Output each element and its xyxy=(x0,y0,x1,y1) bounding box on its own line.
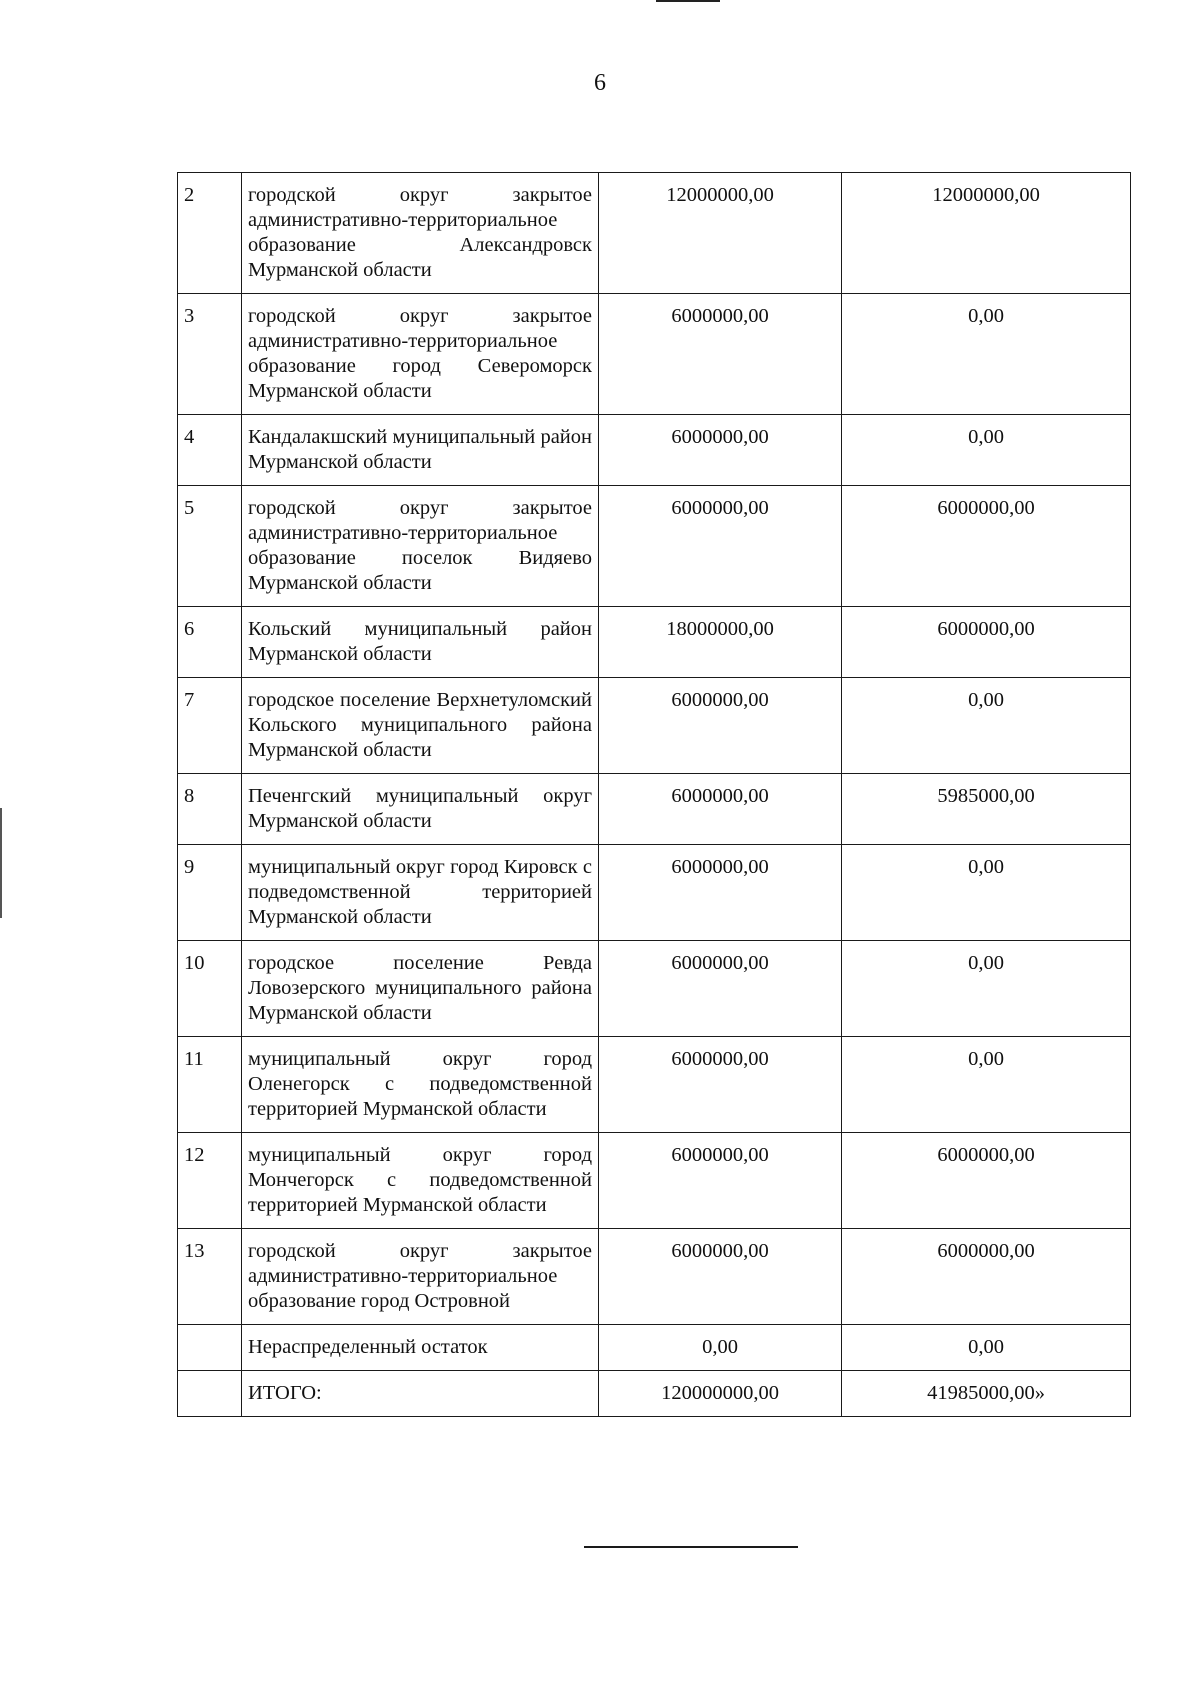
planned-amount: 12000000,00 xyxy=(599,173,842,294)
allocation-table xyxy=(177,172,1131,1417)
planned-amount: 18000000,00 xyxy=(599,607,842,678)
top-edge-rule xyxy=(656,0,720,2)
actual-amount: 0,00 xyxy=(842,678,1131,774)
total-actual-amount: 41985000,00» xyxy=(842,1371,1131,1417)
table-row xyxy=(178,173,1131,294)
table-row xyxy=(178,1229,1131,1325)
planned-amount: 6000000,00 xyxy=(599,486,842,607)
planned-amount: 6000000,00 xyxy=(599,678,842,774)
table-row xyxy=(178,774,1131,845)
row-number: 8 xyxy=(178,774,242,845)
row-number: 3 xyxy=(178,294,242,415)
municipality-name: городской округ закрытое административно-территориальное образование город Североморск Мурманской области xyxy=(242,294,599,415)
table-row xyxy=(178,941,1131,1037)
row-number: 11 xyxy=(178,1037,242,1133)
planned-amount: 6000000,00 xyxy=(599,1229,842,1325)
actual-amount: 6000000,00 xyxy=(842,486,1131,607)
remainder-planned-amount: 0,00 xyxy=(599,1325,842,1371)
municipality-name: городское поселение Ревда Ловозерского муниципального района Мурманской области xyxy=(242,941,599,1037)
actual-amount: 12000000,00 xyxy=(842,173,1131,294)
table-row xyxy=(178,1037,1131,1133)
municipality-name: городской округ закрытое административно-территориальное образование город Островной xyxy=(242,1229,599,1325)
actual-amount: 6000000,00 xyxy=(842,1229,1131,1325)
row-number-cell xyxy=(178,1325,242,1371)
remainder-actual-amount: 0,00 xyxy=(842,1325,1131,1371)
planned-amount: 6000000,00 xyxy=(599,294,842,415)
table-row xyxy=(178,678,1131,774)
table-row-total xyxy=(178,1371,1131,1417)
municipality-name: Кандалакшский муниципальный район Мурманской области xyxy=(242,415,599,486)
row-number: 9 xyxy=(178,845,242,941)
row-number: 7 xyxy=(178,678,242,774)
table-row xyxy=(178,1133,1131,1229)
actual-amount: 0,00 xyxy=(842,941,1131,1037)
actual-amount: 0,00 xyxy=(842,415,1131,486)
table-row xyxy=(178,415,1131,486)
municipality-name: городской округ закрытое административно-территориальное образование поселок Видяево Мурманской области xyxy=(242,486,599,607)
remainder-label: Нераспределенный остаток xyxy=(242,1325,599,1371)
actual-amount: 6000000,00 xyxy=(842,607,1131,678)
planned-amount: 6000000,00 xyxy=(599,415,842,486)
row-number: 12 xyxy=(178,1133,242,1229)
actual-amount: 6000000,00 xyxy=(842,1133,1131,1229)
planned-amount: 6000000,00 xyxy=(599,845,842,941)
planned-amount: 6000000,00 xyxy=(599,774,842,845)
table-row xyxy=(178,294,1131,415)
actual-amount: 0,00 xyxy=(842,1037,1131,1133)
municipality-name: муниципальный округ город Мончегорск с подведомственной территорией Мурманской области xyxy=(242,1133,599,1229)
actual-amount: 0,00 xyxy=(842,294,1131,415)
municipality-name: городское поселение Верхнетуломский Кольского муниципального района Мурманской области xyxy=(242,678,599,774)
row-number: 5 xyxy=(178,486,242,607)
scan-margin-mark xyxy=(0,808,2,918)
total-planned-amount: 120000000,00 xyxy=(599,1371,842,1417)
table-row-remainder xyxy=(178,1325,1131,1371)
total-label: ИТОГО: xyxy=(242,1371,599,1417)
page-number: 6 xyxy=(594,70,606,96)
municipality-name: муниципальный округ город Кировск с подведомственной территорией Мурманской области xyxy=(242,845,599,941)
planned-amount: 6000000,00 xyxy=(599,941,842,1037)
planned-amount: 6000000,00 xyxy=(599,1037,842,1133)
row-number: 6 xyxy=(178,607,242,678)
municipality-name: городской округ закрытое административно-территориальное образование Александровск Мурманской области xyxy=(242,173,599,294)
table-row xyxy=(178,845,1131,941)
municipality-name: Печенгский муниципальный округ Мурманской области xyxy=(242,774,599,845)
row-number: 10 xyxy=(178,941,242,1037)
table-row xyxy=(178,486,1131,607)
planned-amount: 6000000,00 xyxy=(599,1133,842,1229)
row-number: 2 xyxy=(178,173,242,294)
table-row xyxy=(178,607,1131,678)
row-number: 13 xyxy=(178,1229,242,1325)
municipality-name: Кольский муниципальный район Мурманской области xyxy=(242,607,599,678)
footer-rule xyxy=(584,1546,798,1548)
allocation-table-body xyxy=(178,173,1131,1417)
row-number: 4 xyxy=(178,415,242,486)
actual-amount: 5985000,00 xyxy=(842,774,1131,845)
actual-amount: 0,00 xyxy=(842,845,1131,941)
municipality-name: муниципальный округ город Оленегорск с подведомственной территорией Мурманской области xyxy=(242,1037,599,1133)
row-number-cell xyxy=(178,1371,242,1417)
